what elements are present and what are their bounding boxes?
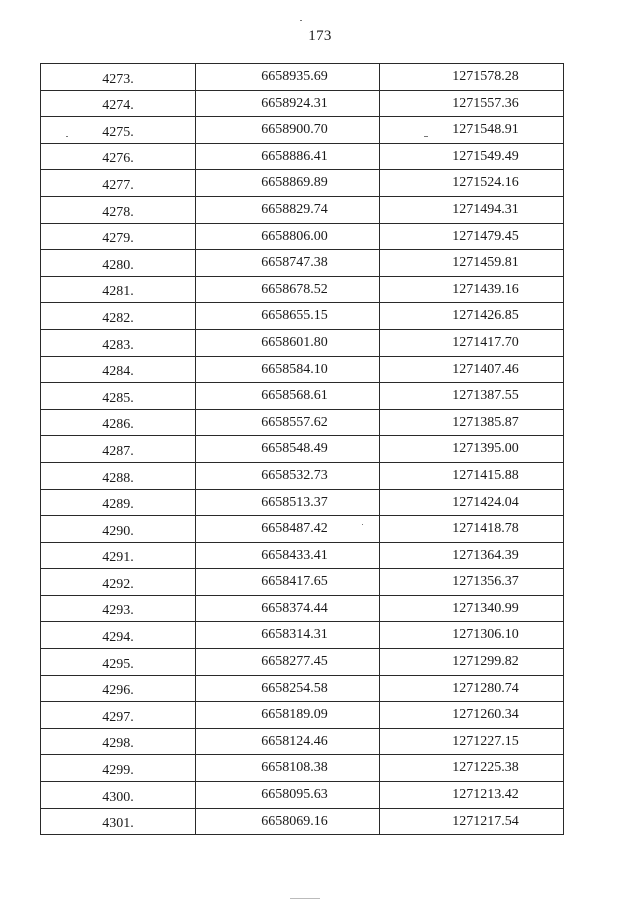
point-number-cell: 4285. xyxy=(41,383,196,410)
y-coordinate-cell: 1271418.78 xyxy=(380,516,564,543)
table-row xyxy=(41,542,564,569)
table-row xyxy=(41,250,564,277)
x-coordinate-cell: 6658433.41 xyxy=(196,542,380,569)
coordinates-table xyxy=(40,63,564,835)
table-row xyxy=(41,569,564,596)
point-number-cell: 4281. xyxy=(41,276,196,303)
y-coordinate-cell: 1271340.99 xyxy=(380,595,564,622)
y-coordinate-cell: 1271280.74 xyxy=(380,675,564,702)
point-number-cell: 4273. xyxy=(41,64,196,91)
table-row xyxy=(41,196,564,223)
x-coordinate-cell: 6658924.31 xyxy=(196,90,380,117)
point-number-cell: 4283. xyxy=(41,329,196,356)
point-number-cell: 4294. xyxy=(41,622,196,649)
y-coordinate-cell: 1271227.15 xyxy=(380,728,564,755)
table-row xyxy=(41,64,564,91)
y-coordinate-cell: 1271213.42 xyxy=(380,782,564,809)
x-coordinate-cell: 6658189.09 xyxy=(196,702,380,729)
point-number-cell: 4286. xyxy=(41,409,196,436)
table-row xyxy=(41,782,564,809)
scan-speck xyxy=(290,898,320,899)
table-row xyxy=(41,728,564,755)
y-coordinate-cell: 1271439.16 xyxy=(380,276,564,303)
point-number-cell: 4297. xyxy=(41,702,196,729)
point-number-cell: 4292. xyxy=(41,569,196,596)
table-row xyxy=(41,223,564,250)
point-number-cell: 4299. xyxy=(41,755,196,782)
x-coordinate-cell: 6658254.58 xyxy=(196,675,380,702)
y-coordinate-cell: 1271364.39 xyxy=(380,542,564,569)
point-number-cell: 4275. xyxy=(41,117,196,144)
y-coordinate-cell: 1271578.28 xyxy=(380,64,564,91)
table-row xyxy=(41,303,564,330)
y-coordinate-cell: 1271217.54 xyxy=(380,808,564,835)
table-row xyxy=(41,702,564,729)
point-number-cell: 4276. xyxy=(41,143,196,170)
scan-speck xyxy=(362,524,363,525)
x-coordinate-cell: 6658095.63 xyxy=(196,782,380,809)
x-coordinate-cell: 6658829.74 xyxy=(196,196,380,223)
x-coordinate-cell: 6658124.46 xyxy=(196,728,380,755)
x-coordinate-cell: 6658601.80 xyxy=(196,329,380,356)
table-row xyxy=(41,755,564,782)
point-number-cell: 4282. xyxy=(41,303,196,330)
x-coordinate-cell: 6658678.52 xyxy=(196,276,380,303)
point-number-cell: 4290. xyxy=(41,516,196,543)
point-number-cell: 4277. xyxy=(41,170,196,197)
x-coordinate-cell: 6658069.16 xyxy=(196,808,380,835)
x-coordinate-cell: 6658487.42 xyxy=(196,516,380,543)
point-number-cell: 4293. xyxy=(41,595,196,622)
x-coordinate-cell: 6658548.49 xyxy=(196,436,380,463)
table-row xyxy=(41,462,564,489)
table-row xyxy=(41,356,564,383)
y-coordinate-cell: 1271494.31 xyxy=(380,196,564,223)
y-coordinate-cell: 1271459.81 xyxy=(380,250,564,277)
x-coordinate-cell: 6658314.31 xyxy=(196,622,380,649)
table-row xyxy=(41,489,564,516)
y-coordinate-cell: 1271415.88 xyxy=(380,462,564,489)
y-coordinate-cell: 1271395.00 xyxy=(380,436,564,463)
x-coordinate-cell: 6658532.73 xyxy=(196,462,380,489)
point-number-cell: 4279. xyxy=(41,223,196,250)
x-coordinate-cell: 6658568.61 xyxy=(196,383,380,410)
point-number-cell: 4296. xyxy=(41,675,196,702)
table-row xyxy=(41,383,564,410)
page-number: 173 xyxy=(308,28,332,44)
point-number-cell: 4287. xyxy=(41,436,196,463)
table-row xyxy=(41,622,564,649)
point-number-cell: 4301. xyxy=(41,808,196,835)
table-row xyxy=(41,675,564,702)
table-row xyxy=(41,595,564,622)
x-coordinate-cell: 6658655.15 xyxy=(196,303,380,330)
y-coordinate-cell: 1271260.34 xyxy=(380,702,564,729)
table-row xyxy=(41,649,564,676)
point-number-cell: 4298. xyxy=(41,728,196,755)
y-coordinate-cell: 1271387.55 xyxy=(380,383,564,410)
point-number-cell: 4278. xyxy=(41,196,196,223)
point-number-cell: 4280. xyxy=(41,250,196,277)
y-coordinate-cell: 1271426.85 xyxy=(380,303,564,330)
y-coordinate-cell: 1271417.70 xyxy=(380,329,564,356)
table-row xyxy=(41,276,564,303)
y-coordinate-cell: 1271306.10 xyxy=(380,622,564,649)
scan-speck xyxy=(300,20,302,21)
y-coordinate-cell: 1271549.49 xyxy=(380,143,564,170)
y-coordinate-cell: 1271424.04 xyxy=(380,489,564,516)
point-number-cell: 4289. xyxy=(41,489,196,516)
point-number-cell: 4274. xyxy=(41,90,196,117)
table-row xyxy=(41,409,564,436)
y-coordinate-cell: 1271407.46 xyxy=(380,356,564,383)
x-coordinate-cell: 6658806.00 xyxy=(196,223,380,250)
y-coordinate-cell: 1271479.45 xyxy=(380,223,564,250)
x-coordinate-cell: 6658747.38 xyxy=(196,250,380,277)
table-row xyxy=(41,516,564,543)
x-coordinate-cell: 6658417.65 xyxy=(196,569,380,596)
x-coordinate-cell: 6658900.70 xyxy=(196,117,380,144)
y-coordinate-cell: 1271557.36 xyxy=(380,90,564,117)
x-coordinate-cell: 6658557.62 xyxy=(196,409,380,436)
point-number-cell: 4288. xyxy=(41,462,196,489)
x-coordinate-cell: 6658886.41 xyxy=(196,143,380,170)
scan-speck xyxy=(66,136,68,137)
x-coordinate-cell: 6658108.38 xyxy=(196,755,380,782)
y-coordinate-cell: 1271225.38 xyxy=(380,755,564,782)
table-row xyxy=(41,170,564,197)
y-coordinate-cell: 1271299.82 xyxy=(380,649,564,676)
table-row xyxy=(41,117,564,144)
table-row xyxy=(41,329,564,356)
point-number-cell: 4300. xyxy=(41,782,196,809)
table-row xyxy=(41,90,564,117)
y-coordinate-cell: 1271356.37 xyxy=(380,569,564,596)
scan-speck xyxy=(424,136,428,137)
coordinates-table-body xyxy=(41,64,564,835)
x-coordinate-cell: 6658277.45 xyxy=(196,649,380,676)
table-row xyxy=(41,436,564,463)
x-coordinate-cell: 6658935.69 xyxy=(196,64,380,91)
x-coordinate-cell: 6658869.89 xyxy=(196,170,380,197)
x-coordinate-cell: 6658513.37 xyxy=(196,489,380,516)
y-coordinate-cell: 1271548.91 xyxy=(380,117,564,144)
table-row xyxy=(41,143,564,170)
point-number-cell: 4295. xyxy=(41,649,196,676)
x-coordinate-cell: 6658584.10 xyxy=(196,356,380,383)
y-coordinate-cell: 1271524.16 xyxy=(380,170,564,197)
point-number-cell: 4284. xyxy=(41,356,196,383)
x-coordinate-cell: 6658374.44 xyxy=(196,595,380,622)
point-number-cell: 4291. xyxy=(41,542,196,569)
table-row xyxy=(41,808,564,835)
y-coordinate-cell: 1271385.87 xyxy=(380,409,564,436)
